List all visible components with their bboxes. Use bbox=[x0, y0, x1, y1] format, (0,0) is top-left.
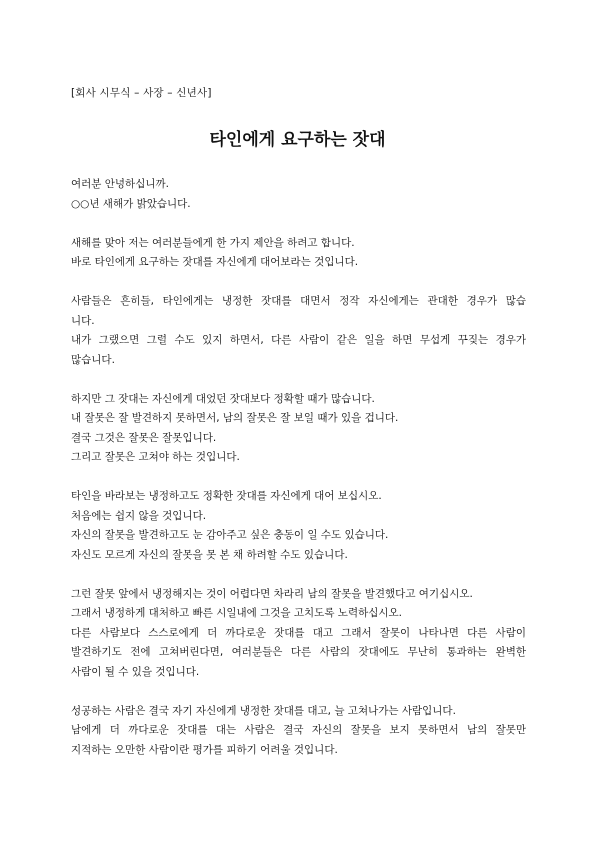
text-line: 사람들은 흔히들, 타인에게는 냉정한 잣대를 대면서 정작 자신에게는 관대한 경우가 많습 bbox=[71, 295, 526, 307]
text-line: 내가 그랬으면 그럴 수도 있지 하면서, 다른 사람이 같은 일을 하면 무섭게 꾸짖는 경우가 bbox=[71, 334, 526, 346]
text-line: 새해를 맞아 저는 여러분들에게 한 가지 제안을 하려고 합니다. bbox=[71, 236, 355, 249]
text-line: 지적하는 오만한 사람이란 평가를 피하기 어려울 것입니다. bbox=[71, 743, 338, 756]
text-line: 그리고 잘못은 고쳐야 하는 것입니다. bbox=[71, 451, 240, 463]
text-line: 여러분 안녕하십니까. bbox=[71, 178, 169, 190]
text-line: 성공하는 사람은 결국 자기 자신에게 냉정한 잣대를 대고, 늘 고쳐나가는 사람입니다. bbox=[71, 704, 456, 717]
paragraph-greeting bbox=[71, 175, 526, 214]
document-body bbox=[71, 175, 526, 780]
text-line: 그런 잘못 앞에서 냉정해지는 것이 어렵다면 차라리 남의 잘못을 발견했다고 여기십시오. bbox=[71, 587, 473, 600]
text-line: 처음에는 쉽지 않을 것입니다. bbox=[71, 509, 207, 522]
document-title: 타인에게 요구하는 잣대 bbox=[209, 130, 386, 150]
text-line: 사람이 될 수 있을 것입니다. bbox=[71, 665, 200, 678]
paragraph-conclusion bbox=[71, 702, 526, 761]
text-line: 다른 사람보다 스스로에게 더 까다로운 잣대를 대고 그래서 잘못이 나타나면 다른 사람이 bbox=[71, 626, 526, 639]
text-line: ○○년 새해가 밝았습니다. bbox=[71, 197, 191, 210]
paragraph-apply-to-self bbox=[71, 487, 526, 565]
paragraph-strict-self bbox=[71, 585, 526, 683]
text-line: 자신도 모르게 자신의 잘못을 못 본 채 하려할 수도 있습니다. bbox=[71, 548, 348, 561]
text-line: 타인을 바라보는 냉정하고도 정확한 잣대를 자신에게 대어 보십시오. bbox=[71, 490, 382, 502]
document-header-tag: [회사 시무식 – 사장 – 신년사] bbox=[71, 87, 212, 99]
text-line: 바로 타인에게 요구하는 잣대를 자신에게 대어보라는 것입니다. bbox=[71, 256, 359, 268]
text-line: 결국 그것은 잘못은 잘못입니다. bbox=[71, 431, 217, 444]
text-line: 많습니다. bbox=[71, 353, 115, 366]
paragraph-accuracy bbox=[71, 390, 526, 468]
text-line: 니다. bbox=[71, 314, 95, 327]
paragraph-proposal bbox=[71, 234, 526, 273]
text-line: 자신의 잘못을 발견하고도 눈 감아주고 싶은 충동이 일 수도 있습니다. bbox=[71, 529, 389, 541]
text-line: 남에게 더 까다로운 잣대를 대는 사람은 결국 자신의 잘못을 보지 못하면서 남의 잘못만 bbox=[71, 724, 526, 736]
text-line: 그래서 냉정하게 대처하고 빠른 시일내에 그것을 고치도록 노력하십시오. bbox=[71, 607, 402, 619]
text-line: 하지만 그 잣대는 자신에게 대었던 잣대보다 정확할 때가 많습니다. bbox=[71, 392, 375, 405]
text-line: 발견하기도 전에 고쳐버린다면, 여러분들은 다른 사람의 잣대에도 무난히 통과하는 완벽한 bbox=[71, 646, 526, 658]
text-line: 내 잘못은 잘 발견하지 못하면서, 남의 잘못은 잘 보일 때가 있을 겁니다. bbox=[71, 412, 399, 424]
paragraph-double-standard bbox=[71, 292, 526, 370]
